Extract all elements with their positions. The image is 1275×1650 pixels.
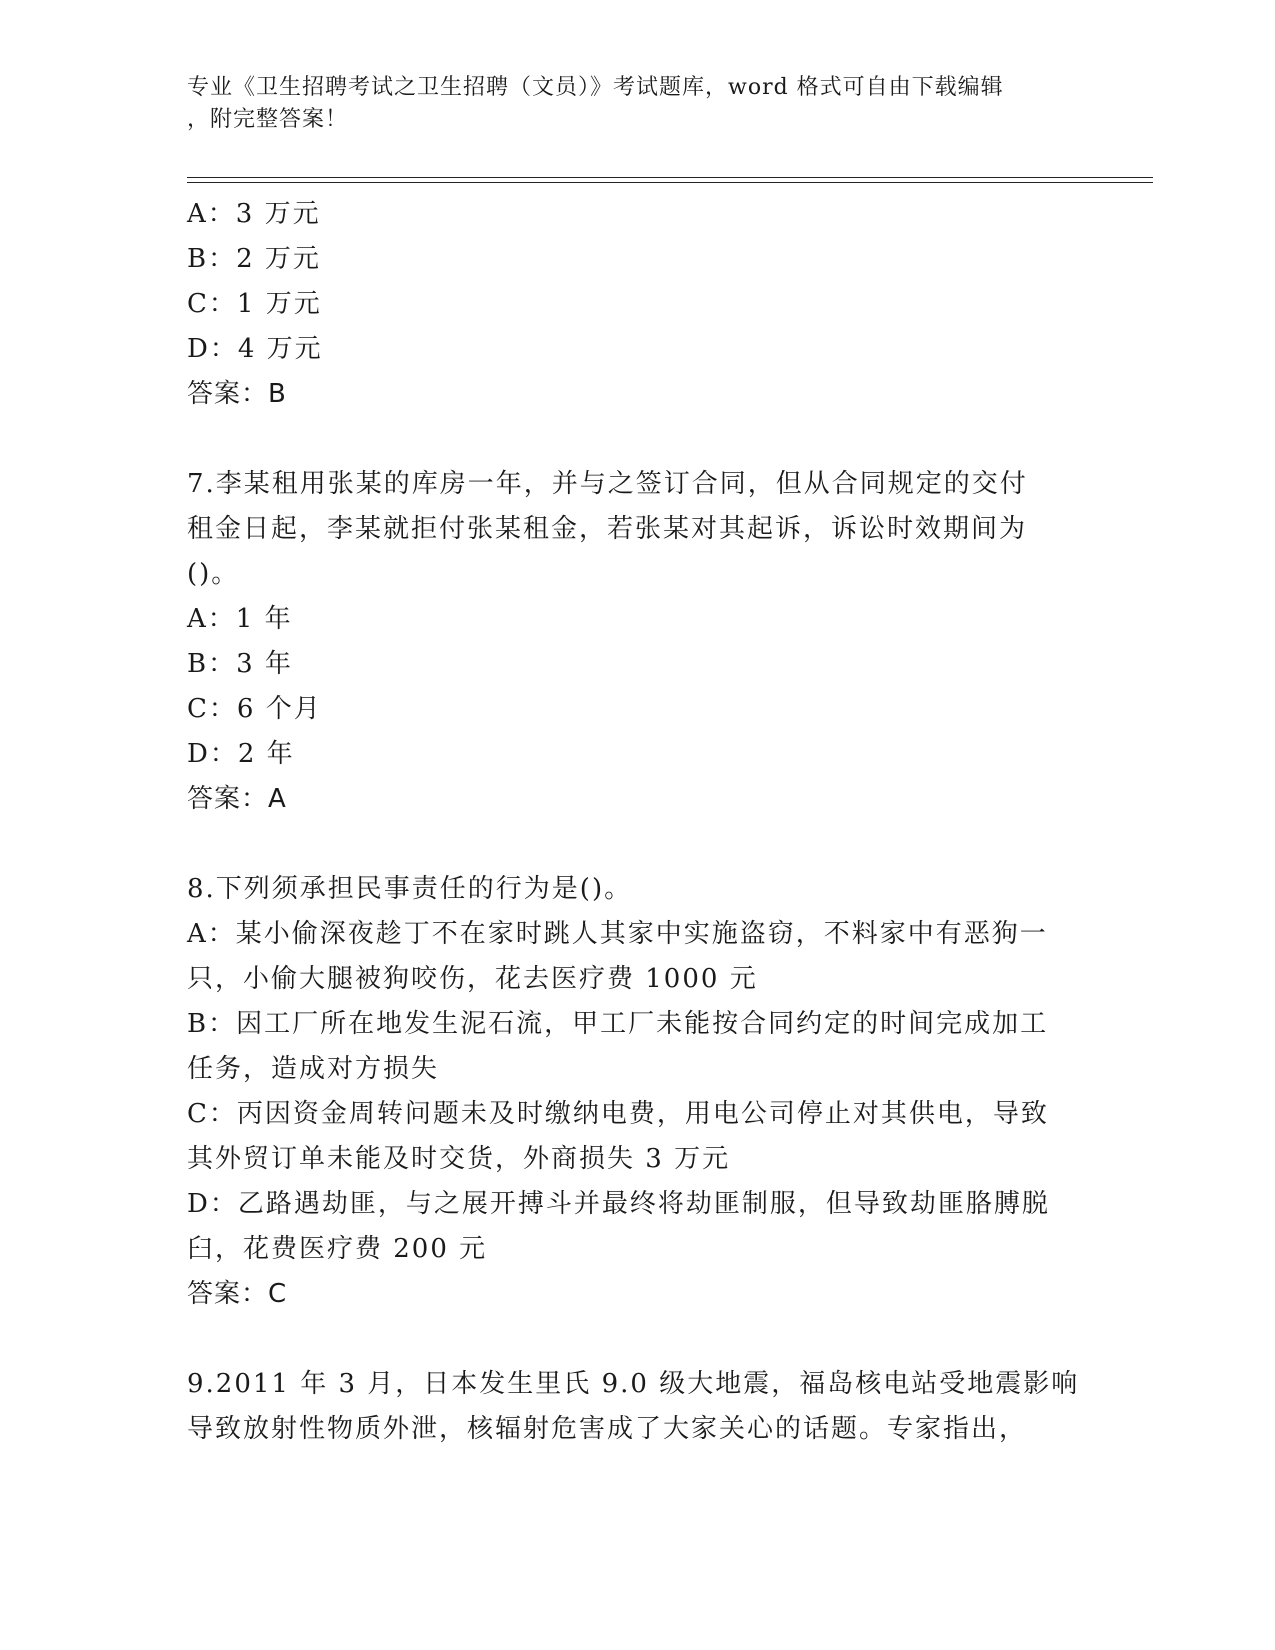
option-b-line-2: 任务，造成对方损失: [187, 1054, 440, 1084]
header-line-1: 专业《卫生招聘考试之卫生招聘（文员）》考试题库，word 格式可自由下载编辑: [187, 75, 1004, 100]
answer: 答案：A: [187, 784, 287, 814]
option-a: A：1 年: [187, 604, 293, 634]
option-d: D：4 万元: [187, 334, 323, 364]
answer: 答案：C: [187, 1279, 288, 1309]
question-text-line: ()。: [187, 559, 240, 589]
document-header: [187, 72, 1067, 136]
header-rule-bottom: [187, 182, 1153, 183]
document-body: [187, 192, 1087, 1452]
option-d-line-2: 臼，花费医疗费 200 元: [187, 1234, 488, 1264]
question-text-line: 9.2011 年 3 月，日本发生里氏 9.0 级大地震，福岛核电站受地震影响: [187, 1369, 1080, 1399]
option-a: A：3 万元: [187, 199, 321, 229]
question-9: [187, 1362, 1087, 1452]
option-d-line-1: D：乙路遇劫匪，与之展开搏斗并最终将劫匪制服，但导致劫匪胳膊脱: [187, 1189, 1050, 1219]
spacer: [187, 822, 1087, 867]
question-text-line: 8.下列须承担民事责任的行为是()。: [187, 874, 633, 904]
question-6: [187, 192, 1087, 417]
option-b: B：2 万元: [187, 244, 321, 274]
question-text-line: 7.李某租用张某的库房一年，并与之签订合同，但从合同规定的交付: [187, 469, 1028, 499]
question-8: [187, 867, 1087, 1317]
spacer: [187, 1317, 1087, 1362]
header-line-2: ，附完整答案！: [187, 107, 349, 132]
option-c: C：1 万元: [187, 289, 322, 319]
option-b-line-1: B：因工厂所在地发生泥石流，甲工厂未能按合同约定的时间完成加工: [187, 1009, 1049, 1039]
answer: 答案：B: [187, 379, 287, 409]
question-text-line: 导致放射性物质外泄，核辐射危害成了大家关心的话题。专家指出，: [187, 1414, 1028, 1444]
option-a-line-2: 只，小偷大腿被狗咬伤，花去医疗费 1000 元: [187, 964, 758, 994]
question-text-line: 租金日起，李某就拒付张某租金，若张某对其起诉，诉讼时效期间为: [187, 514, 1028, 544]
option-c-line-2: 其外贸订单未能及时交货，外商损失 3 万元: [187, 1144, 731, 1174]
option-c: C：6 个月: [187, 694, 322, 724]
header-rule-top: [187, 177, 1153, 178]
spacer: [187, 417, 1087, 462]
option-d: D：2 年: [187, 739, 295, 769]
question-7: [187, 462, 1087, 822]
option-b: B：3 年: [187, 649, 293, 679]
option-c-line-1: C：丙因资金周转问题未及时缴纳电费，用电公司停止对其供电，导致: [187, 1099, 1049, 1129]
option-a-line-1: A：某小偷深夜趁丁不在家时跳人其家中实施盗窃，不料家中有恶狗一: [187, 919, 1048, 949]
